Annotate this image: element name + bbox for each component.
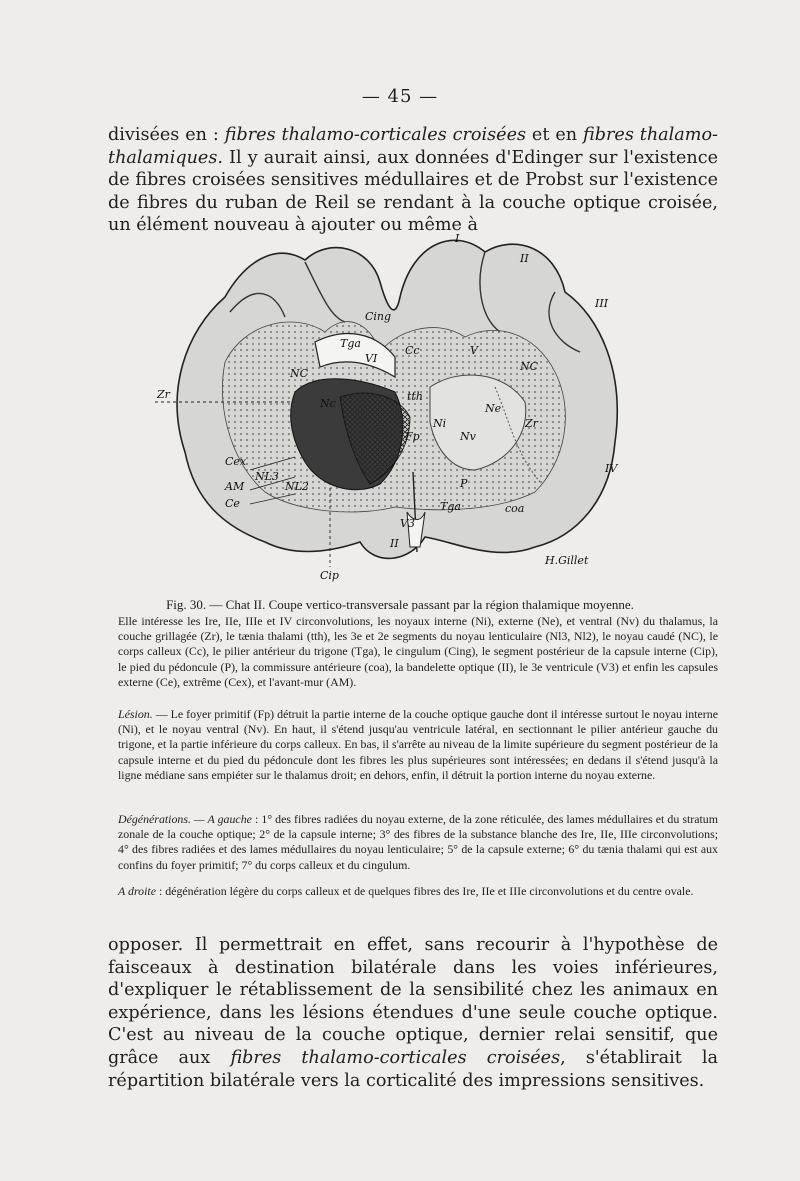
top-paragraph-rest: Il y aurait ainsi, aux données d'Edinger sur l'existence de fibres croisées sensitives médullaires et de Probst sur l'existence de fibres du ruban de Reil se rendant à la couche optique croisée, un élément nouveau à ajouter ou même à xyxy=(108,147,718,236)
label-VI: VI xyxy=(365,352,378,365)
label-Nv: Nv xyxy=(460,430,476,443)
label-Cex: Cex xyxy=(225,455,247,468)
label-NL2: NL2 xyxy=(285,480,309,493)
caption-degenerations-heading: Dégénérations. — A gauche xyxy=(118,812,252,826)
label-Nc: Nc xyxy=(320,397,336,410)
label-Cc: Cc xyxy=(405,344,420,357)
label-VI2: V xyxy=(470,344,478,357)
top-paragraph xyxy=(108,124,718,237)
figure-caption-title: Fig. 30. — Chat II. Coupe vertico-transversale passant par la région thalamique moyenne. xyxy=(166,597,634,612)
caption-paragraph-degenerations xyxy=(118,812,718,873)
label-V3: V3 xyxy=(400,517,415,530)
bottom-paragraph-italic: fibres thalamo-corticales croisées xyxy=(230,1047,561,1068)
label-I: I xyxy=(455,232,460,245)
label-II-bottom: II xyxy=(390,537,399,550)
caption-lesion-heading: Lésion. xyxy=(118,707,153,721)
label-coa: coa xyxy=(505,502,525,515)
label-II-top: II xyxy=(520,252,529,265)
top-paragraph-mid: et en xyxy=(526,125,583,145)
top-paragraph-italic-2: fibres thalamo-thalamiques. xyxy=(108,125,718,168)
label-IV: IV xyxy=(605,462,618,475)
label-Ni: Ni xyxy=(433,417,447,430)
caption-paragraph-droite xyxy=(118,884,718,899)
label-Cip: Cip xyxy=(320,569,339,582)
page-number: — 45 — xyxy=(361,86,439,107)
label-Fp: Fp xyxy=(405,430,420,443)
label-Ne: Ne xyxy=(485,402,502,415)
label-NC-left: NC xyxy=(290,367,309,380)
label-NC-right: NC xyxy=(520,360,539,373)
label-III: III xyxy=(595,297,609,310)
bottom-paragraph xyxy=(108,934,718,1092)
brain-section-figure xyxy=(155,222,635,592)
top-paragraph-italic-1: fibres thalamo-corticales croisées xyxy=(224,125,527,145)
bottom-paragraph-lead: opposer. Il permettrait en effet, sans recourir à l'hypothèse de faisceaux à destination bilatérale dans les voies inférieures, d'expliquer le rétablissement de la sensibilité chez les animaux en expérience, dans les lésions étendues d'une seule couche optique. C'est au niveau de la couche optique, dernier relai sensitif, que grâce aux xyxy=(108,935,718,1068)
top-paragraph-lead: divisées en : xyxy=(108,125,225,145)
caption-paragraph-1: Elle intéresse les Ire, IIe, IIIe et IV circonvolutions, les noyaux interne (Ni), externe (Ne), et ventral (Nv) du thalamus, la couche grillagée (Zr), le tænia thalami (tth), les 3e et 2e segments du noyau lenticulaire (Nl3, Nl2), le noyau caudé (NC), le corps calleux (Cc), le pilier antérieur du trigone (Tga), le cingulum (Cing), le segment postérieur de la capsule interne (Cip), le pied du pédoncule (P), la commissure antérieure (coa), la bandelette optique (II), le 3e ventricule (V3) et enfin les capsules externe (Ce), extrême (Cex), et l'avant-mur (AM). xyxy=(118,614,718,689)
caption-degenerations-text: : 1° des fibres radiées du noyau externe, de la zone réticulée, des lames médullaires et du stratum zonale de la couche optique; 2° de la capsule interne; 3° des fibres de la substance blanche des Ire, IIe, IIIe circonvolutions; 4° des fibres radiées et des lames médullaires du noyau lenticulaire; 5° de la capsule externe; 6° du tænia thalami qui est aux confins du foyer primitif; 7° du corps calleux et du cingulum. xyxy=(118,812,718,872)
caption-paragraph-lesion xyxy=(118,707,718,783)
label-AM: AM xyxy=(225,480,245,493)
caption-droite-text: : dégénération légère du corps calleux et de quelques fibres des Ire, IIe et IIIe circonvolutions et du centre ovale. xyxy=(155,884,694,898)
label-Cing: Cing xyxy=(365,310,392,323)
label-tth: tth xyxy=(407,390,423,403)
caption-droite-heading: A droite xyxy=(118,884,156,898)
label-Ce: Ce xyxy=(225,497,240,510)
label-Zr-left: Zr xyxy=(157,388,170,401)
label-Tga: Tga xyxy=(340,337,361,350)
label-P: P xyxy=(460,477,468,490)
bottom-paragraph-rest: , s'établirait la répartition bilatérale vers la corticalité des impressions sensitives. xyxy=(108,1047,719,1091)
caption-lesion-text: — Le foyer primitif (Fp) détruit la partie interne de la couche optique gauche dont il intéresse surtout le noyau interne (Ni), et le noyau ventral (Nv). En haut, il s'étend jusqu'au ventricule latéral, en sectionnant le pilier antérieur gauche du trigone, et la partie inférieure du corps calleux. En bas, il s'arrête au niveau de la limite supérieure du segment postérieur de la capsule interne et du pied du pédoncule dont les fibres les plus supérieures sont intéressées; en dedans il s'étend jusqu'à la ligne médiane sans empiéter sur le thalamus droit; en dehors, enfin, il détruit la portion interne du noyau externe. xyxy=(118,707,718,782)
brain-section-illustration xyxy=(155,222,635,592)
label-Tga2: Tga xyxy=(440,500,461,513)
label-NL3: NL3 xyxy=(255,470,279,483)
signature: H.Gillet xyxy=(545,554,589,567)
label-Zr-right: Zr xyxy=(525,417,538,430)
